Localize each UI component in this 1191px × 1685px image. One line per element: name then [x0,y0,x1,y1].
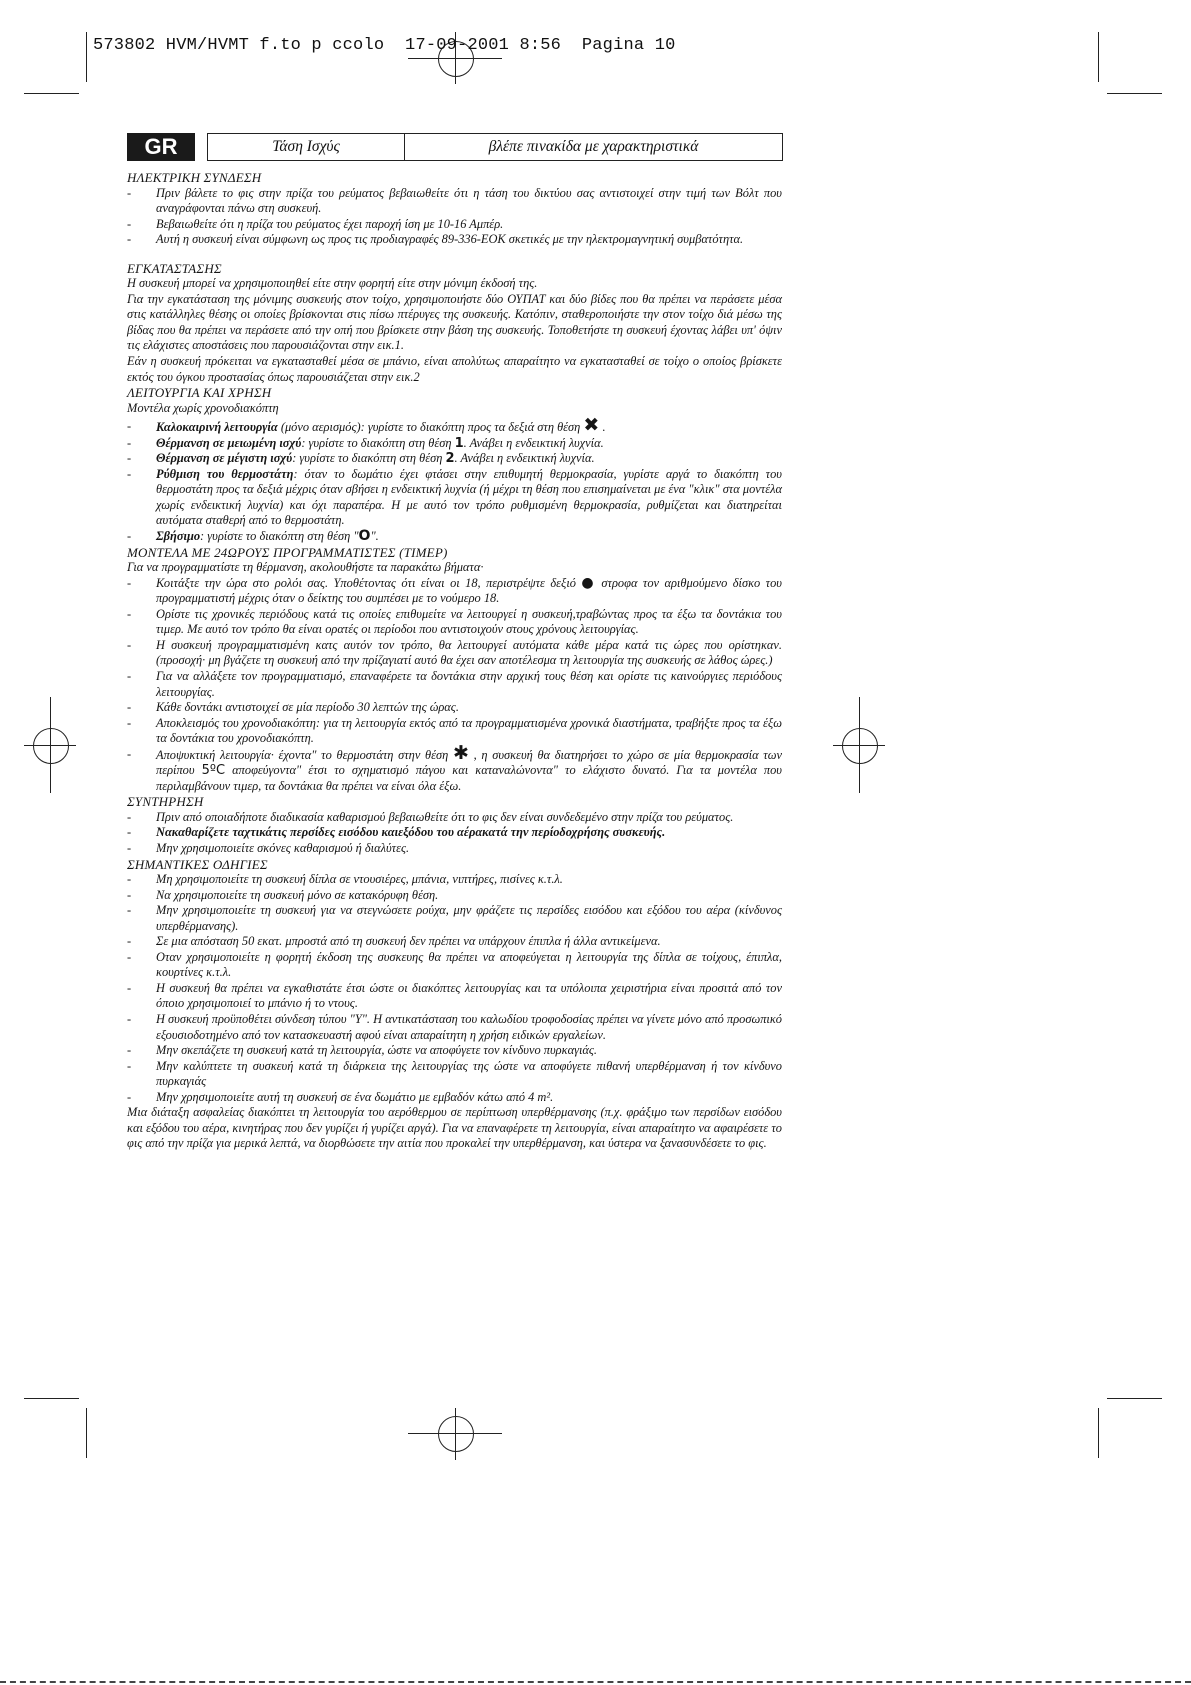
document-body [127,170,782,1152]
dot-icon: ● [581,574,596,591]
list-item: - Η συσκευή προϋποθέτει σύνδεση τύπου "Υ". Η αντικατάσταση του καλωδίου τροφοδοσίας πρέπει να γίνετε μόνο από προσωπικό εξουσιοδοτημένο από τον κατασκευαστή αφού είναι απαραίτητη η χρήση ειδικών εργαλείων. [127,1012,782,1043]
registration-mark [33,728,69,764]
list-item: - Σε μια απόσταση 50 εκατ. μπροστά από τη συσκευή δεν πρέπει να υπάρχουν έπιπλα ή άλλα αντικείμενα. [127,934,782,950]
list-item: - Μην σκεπάζετε τη συσκευή κατά τη λειτουργία, ώστε να αποφύγετε τον κίνδυνο πυρκαγιάς. [127,1043,782,1059]
position-number: 1 [454,435,464,451]
off-circle-icon: O [358,528,371,545]
list-item: - Μη χρησιμοποιείτε τη συσκευή δίπλα σε ντουσιέρες, μπάνια, νιπτήρες, πισίνες κ.τ.λ. [127,872,782,888]
item-text: . Ανάβει η ενδεικτική λυχνία. [463,435,604,450]
item-text: . Ανάβει η ενδεικτική λυχνία. [454,451,595,466]
label-low-power: Θέρμανση σε μειωμένη ισχύ [156,435,302,450]
item-text: : γυρίστε το διακόπτη στη θέση [301,435,455,450]
crop-mark [1098,1408,1099,1458]
section-title-safety: ΣΗΜΑΝΤΙΚΕΣ ΟΔΗΓΙΕΣ [127,856,268,872]
list-item: - Πριν βάλετε το φις στην πρίζα του ρεύματος βεβαιωθείτε ότι η τάση του δικτύου σας αντιστοιχεί στην τιμή των Βόλτ που αναγράφονται πάνω στη συσκευή. [127,186,782,217]
paragraph: Η συσκευή μπορεί να χρησιμοποιηθεί είτε στην φορητή είτε στην μόνιμη έκδοσή της. [127,276,538,291]
crop-mark [24,1398,79,1399]
list-item: - Πριν από οποιαδήποτε διαδικασία καθαρισμού βεβαιωθείτε ότι το φις δεν είναι συνδεδεμένο στην πρίζα του ρεύματος. [127,810,782,826]
crop-mark [1107,93,1162,94]
list-item [127,825,782,841]
section-title-electrical: ΗΛΕΚΤΡΙΚΗ ΣΥΝΔΕΣΗ [127,170,262,185]
page-bottom-edge [0,1681,1191,1683]
position-number: 2 [445,451,455,467]
crop-mark [1098,32,1099,82]
registration-mark [438,1416,474,1452]
label-off: Σβήσιμο [156,529,201,544]
list-item [127,451,782,467]
paragraph: Μια διάταξη ασφαλείας διακόπτει τη λειτουργία του αερόθερμου σε περίπτωση υπερθέρμανσης (π.χ. φράξιμο των περσίδων εισόδου και εξόδου του αέρα, κινητήρας που δεν γυρίζει ή γυρίζει αργά). Για να επαναφέρετε τη λειτουργία, είναι απαραίτητο να αφαιρέσετε το φις από την πρίζα για μερικά λεπτά, να διορθώσετε την αιτία που προκαλεί την υπερθέρμανση, και ύστερα να ξανασυνδέσετε το φις. [127,1105,782,1151]
item-text: : γυρίστε το διακόπτη στη θέση [292,451,446,466]
list-item [127,436,782,452]
paragraph: Εάν η συσκευή πρόκειται να εγκατασταθεί μέσα σε μπάνιο, είναι απολύτως απαραίτητο να εγκατασταθεί σε τοίχο ο οποίος βρίσκετε εκτός του όγκου προστασίας όπως παρουσιάζεται στην εικ.2 [127,354,782,384]
list-item [127,467,782,529]
registration-mark-v [50,697,51,793]
item-text: αποφεύγοντα" έτσι το σχηματισμό πάγου και καταναλώνοντα" το ελάχιστο δυνατό. Για τα μοντέλα που περιλαμβάνουν τιμερ, τα δοντάκια θα πρέπει να είναι όλα έξω. [156,763,782,793]
safety-list [127,872,782,1105]
section-title-timer: ΜΟΝΤΕΛΑ ΜΕ 24ΩΡΟΥΣ ΠΡΟΓΡΑΜΜΑΤΙΣΤΕΣ (ΤΙΜΕΡ) [127,544,448,560]
list-item: - Για να αλλάξετε τον προγραμματισμό, επαναφέρετε τα δοντάκια στην αρχική τους θέση και ορίστε τις καινούργιες περιόδους λειτουργίας. [127,669,782,700]
spec-table [207,133,783,161]
list-item: - Αποκλεισμός του χρονοδιακόπτη: για τη λειτουργία εκτός από τα προγραμματισμένα χρονικά διαστήματα, τραβήξτε προς τα έξω τα δοντάκια του χρονοδιακόπτη. [127,716,782,747]
list-item: - Βεβαιωθείτε ότι η πρίζα του ρεύματος έχει παροχή ίση με 10-16 Αμπέρ. [127,217,782,233]
label-thermostat: Ρύθμιση του θερμοστάτη [156,466,294,481]
item-text: Κοιτάξτε την ώρα στο ρολόι σας. Υποθέτοντας ότι είναι οι 18, περιστρέψτε δεξιό [156,575,582,590]
label-summer: Καλοκαιρινή λειτουργία [156,420,278,435]
crop-mark [86,32,87,82]
list-item: - Μην καλύπτετε τη συσκευή κατά τη διάρκεια της λειτουργίας της ώστε να αποφύγετε πιθανή υπερθέρμανση ή τον κίνδυνο πυρκαγιάς [127,1059,782,1090]
list-item: - Αυτή η συσκευή είναι σύμφωνη ως προς τις προδιαγραφές 89-336-ΕΟΚ σκετικές με την ηλεκτρομαγνητική συμβατότητα. [127,232,782,248]
spec-value: βλέπε πινακίδα με χαρακτηριστικά [488,138,699,155]
item-text: ". [370,529,379,544]
print-slug: 573802 HVM/HVMT f.to p ccolo 17-09-2001 8:56 Pagina 10 [93,36,676,55]
crop-mark [86,1408,87,1458]
list-item [127,741,782,795]
frost-temperature: 5ºC [201,763,226,779]
list-item: - Οταν χρησιμοποιείτε η φορητή έκδοση της συσκευης θα πρέπει να αποφεύγεται η λειτουργία της δίπλα σε τοίχους, έπιπλα, κουρτίνες κ.τ.λ. [127,950,782,981]
list-item: - Κάθε δοντάκι αντιστοιχεί σε μία περίοδο 30 λεπτών της ώρας. [127,700,782,716]
maintenance-list [127,810,782,857]
spec-header [127,133,783,161]
registration-mark-v [455,1408,456,1460]
list-item: - Ορίστε τις χρονικές περιόδους κατά τις οποίες επιθυμείτε να λειτουργεί η συσκευή,τραβώντας προς τα έξω τα δοντάκια του τιμερ. Με αυτό τον τρόπο θα είναι ορατές οι περίοδοι που αντιστοιχούν στους χρόνους λειτουργίας. [127,607,782,638]
electrical-list [127,186,782,248]
item-text: (μόνο αερισμός): γυρίστε το διακόπτη προς τα δεξιά στη θέση [277,420,584,435]
registration-mark [842,728,878,764]
list-item: - Καλοκαιρινή λειτουργία (μόνο αερισμός): γυρίστε το διακόπτη προς τα δεξιά στη θέση ✖ . [127,419,782,436]
usage-list [127,414,782,545]
section-title-install: ΕΓΚΑΤΑΣΤΑΣΗΣ [127,260,222,276]
language-badge: GR [127,133,195,161]
section-title-usage: ΛΕΙΤΟΥΡΓΙΑ ΚΑΙ ΧΡΗΣΗ [127,385,272,401]
paragraph: Για την εγκατάσταση της μόνιμης συσκευής στον τοίχο, χρησιμοποιήστε δύο ΟΥΠΑΤ και δύο βίδες που θα πρέπει να περάσετε μέσα στις κατάλληλες θέσης οι οποίες βρίσκονται στις πίσω πτέρυγες της συσκευής. Κατόπιν, σταθεροποιήστε την στον τοίχο διά μέσω της βίδας που θα πρέπει να περάσετε από την οπή που βρίσκετε στην βάση της συσκευής. Τοποθετήστε τη συσκευή έχοντας λάβει υπ' όψιν τις ελάχιστες αποστάσεις που παρουσιάζονται στην εικ.1. [127,291,782,353]
list-item [127,529,782,545]
crop-mark [24,93,79,94]
subsection-title: Μοντέλα χωρίς χρονοδιακόπτη [127,400,279,415]
list-item: - Μην χρησιμοποιείτε σκόνες καθαρισμού ή διαλύτες. [127,841,782,857]
item-text: , η συσκευή θα διατηρήσει το χώρο σε μία θερμοκρασία των περίπου [156,747,782,778]
label-high-power: Θέρμανση σε μέγιστη ισχύ [156,451,293,466]
item-text: στροφα τον αριθμούμενο δίσκο του προγραμματιστή μέχρις όταν ο δείκτης του συμπέσει με το νούμερο 18. [156,575,782,606]
item-text-bold: Νακαθαρίζετε ταχτικάτις περσίδες εισόδου καιεξόδου του αέρακατά την περίοδοχρήσης συσκευής. [156,825,666,840]
fan-icon: ✖ [583,414,600,437]
item-text: Αποψυκτική λειτουργία· έχοντα" το θερμοστάτη στην θέση [156,747,453,762]
snowflake-icon: ✱ [452,741,469,764]
list-item: - Η συσκευή προγραμματισμένη κατς αυτόν τον τρόπο, θα λειτουργεί αυτόματα κάθε μέρα κατά τις ώρες που ορίστηκαν. (προσοχή· μη βγάζετε τη συσκευή από την πρίζαγιατί αυτό θα έχει σαν αποτέλεσμα τη λειτουργία της συσκευής σε λάθος ώρες.) [127,638,782,669]
list-item: - Να χρησιμοποιείτε τη συσκευή μόνο σε κατακόρυφη θέση. [127,888,782,904]
crop-mark [1107,1398,1162,1399]
spec-label: Τάση Ισχύς [208,134,405,160]
list-item: - Η συσκευή θα πρέπει να εγκαθιστάτε έτσι ώστε οι διακόπτες λειτουργίας και τα υπόλοιπα χειριστήρια είναι προσιτά από τον όποιο χρησιμοποιεί το μπάνιο ή το ντους. [127,981,782,1012]
list-item: - Μην χρησιμοποιείτε τη συσκευή για να στεγνώσετε ρούχα, μην φράζετε τις περσίδες εισόδου και εξόδου του αέρα (κίνδυνος υπερθέρμανσης). [127,903,782,934]
section-title-maintenance: ΣΥΝΤΗΡΗΣΗ [127,794,204,810]
list-item: - Μην χρησιμοποιείτε αυτή τη συσκευή σε ένα δωμάτιο με εμβαδόν κάτω από 4 m². [127,1090,782,1106]
item-text: : όταν το δωμάτιο έχει φτάσει στην επιθυμητή θερμοκρασία, γυρίστε αργά το διακόπτη του θερμοστάτη προς τα δεξιά μέχρις όταν σβήσει η ενδεικτική λυχνία (ή μέχρι τη θέση που επισημαίνεται με ένα "κλικ" στα μοντέλα χωρίς ενδεικτική λυχνία) και όχι παραπέρα. Η με αυτό τον τρόπο ρυθμισμένη θερμοκρασία, ρυθμίζεται και διατηρείται αυτόματα σταθερή από το θερμοστάτη. [156,466,782,528]
timer-list [127,576,782,795]
paragraph: Για να προγραμματίστε τη θέρμανση, ακολουθήστε τα παρακάτω βήματα· [127,560,484,575]
list-item [127,576,782,607]
item-text: : γυρίστε το διακόπτη στη θέση " [200,529,359,544]
registration-mark-v [859,697,860,793]
